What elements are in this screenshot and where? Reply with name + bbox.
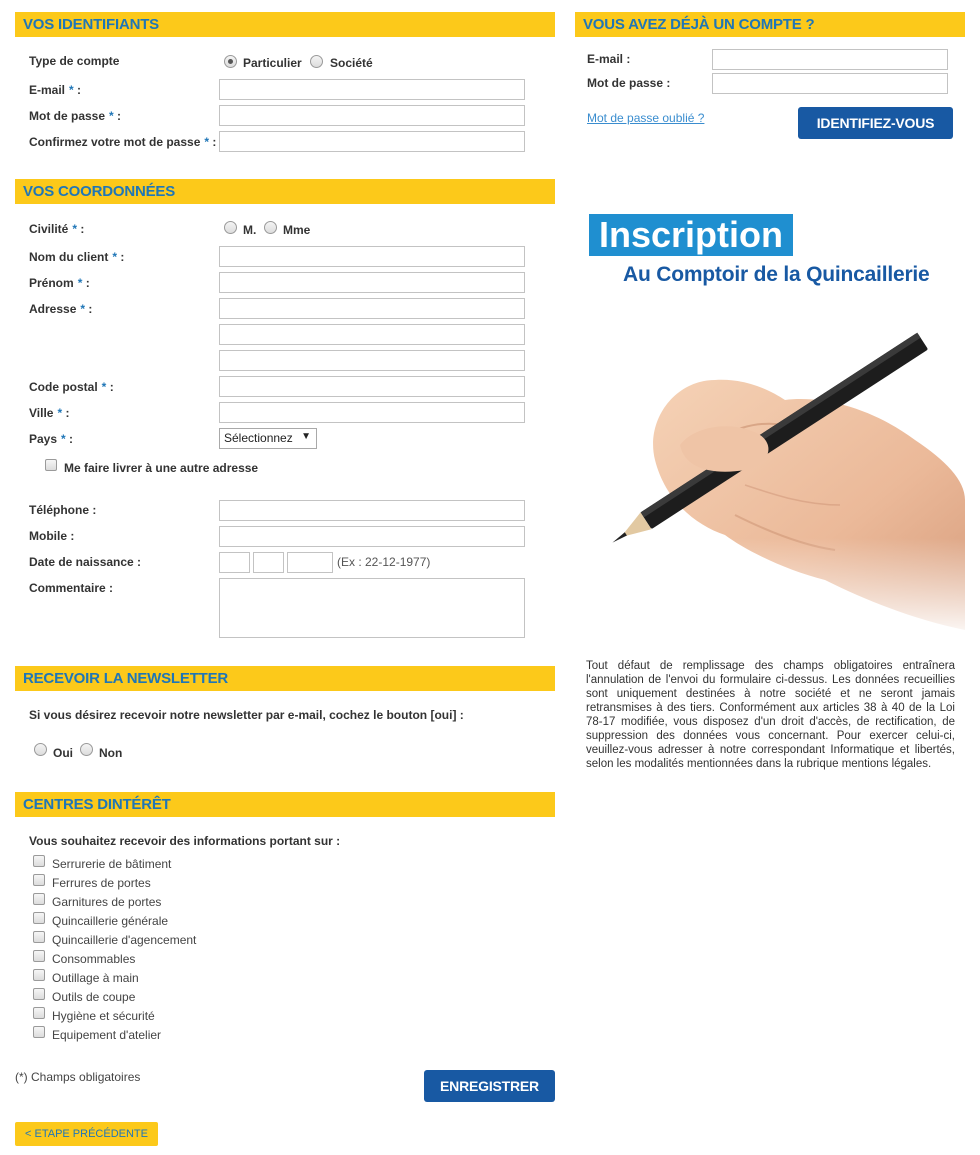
interest-checkbox[interactable] <box>33 988 45 1000</box>
prenom-label: Prénom * : <box>29 276 90 290</box>
chevron-down-icon: ▼ <box>301 431 311 442</box>
interest-checkbox[interactable] <box>33 950 45 962</box>
telephone-field[interactable] <box>219 500 525 521</box>
adresse-label: Adresse * : <box>29 302 93 316</box>
ville-label: Ville * : <box>29 406 70 420</box>
inscription-banner: Inscription <box>589 214 793 256</box>
code-postal-field[interactable] <box>219 376 525 397</box>
forgot-password-link[interactable]: Mot de passe oublié ? <box>587 111 705 125</box>
interest-label: Ferrures de portes <box>52 876 151 890</box>
radio-civilite-m[interactable] <box>224 221 237 234</box>
commentaire-label: Commentaire : <box>29 581 114 595</box>
ville-field[interactable] <box>219 402 525 423</box>
date-month-field[interactable] <box>253 552 284 573</box>
code-postal-label: Code postal * : <box>29 380 114 394</box>
interest-label: Hygiène et sécurité <box>52 1009 155 1023</box>
radio-particulier-label: Particulier <box>243 56 302 70</box>
adresse-field-2[interactable] <box>219 324 525 345</box>
interest-label: Garnitures de portes <box>52 895 162 909</box>
interest-label: Equipement d'atelier <box>52 1028 162 1042</box>
interest-label: Serrurerie de bâtiment <box>52 857 172 871</box>
interest-checkbox[interactable] <box>33 855 45 867</box>
radio-civilite-mme-label: Mme <box>283 223 311 237</box>
interest-checkbox[interactable] <box>33 1007 45 1019</box>
confirm-password-label: Confirmez votre mot de passe * : <box>29 135 217 149</box>
login-email-field[interactable] <box>712 49 948 70</box>
radio-civilite-m-label: M. <box>243 223 257 237</box>
radio-societe-label: Société <box>330 56 373 70</box>
newsletter-question: Si vous désirez recevoir notre newsletter par e-mail, cochez le bouton [oui] : <box>29 708 464 722</box>
interest-checkbox[interactable] <box>33 931 45 943</box>
password-label: Mot de passe * : <box>29 109 122 123</box>
adresse-field-3[interactable] <box>219 350 525 371</box>
interest-checkbox[interactable] <box>33 969 45 981</box>
section-interets-title: CENTRES DINTÉRÊT <box>15 792 555 817</box>
hand-writing-illustration <box>585 300 965 640</box>
required-fields-note: (*) Champs obligatoires <box>15 1070 141 1084</box>
radio-particulier[interactable] <box>224 55 237 68</box>
interest-checkbox[interactable] <box>33 893 45 905</box>
pays-select-value: Sélectionnez <box>224 431 293 445</box>
save-button[interactable]: ENREGISTRER <box>424 1070 555 1102</box>
legal-notice: Tout défaut de remplissage des champs obligatoires entraînera l'annulation de l'envoi du formulaire ci-dessus. Les données recueillies sont uniquement destinées à notre société et ne seront jamais retransmises à des tiers. Conformément aux articles 38 à 40 de la Loi 78-17 modifiée, vous disposez d'un droit d'accès, de rectification, de suppression des données vous concernant. Pour exercer celui-ci, veuillez-vous adresser à notre correspondant Informatique et libertés, selon les modalités mentionnées dans la rubrique mentions légales. <box>586 660 955 770</box>
nom-label: Nom du client * : <box>29 250 125 264</box>
pays-select[interactable] <box>219 428 317 449</box>
date-naissance-label: Date de naissance : <box>29 555 142 569</box>
date-day-field[interactable] <box>219 552 250 573</box>
radio-newsletter-non[interactable] <box>80 743 93 756</box>
date-format-hint: (Ex : 22-12-1977) <box>337 555 431 569</box>
previous-step-button[interactable]: < ETAPE PRÉCÉDENTE <box>15 1122 158 1146</box>
interest-checkbox[interactable] <box>33 912 45 924</box>
email-field[interactable] <box>219 79 525 100</box>
section-login-title: VOUS AVEZ DÉJÀ UN COMPTE ? <box>575 12 965 37</box>
interest-label: Outils de coupe <box>52 990 136 1004</box>
mobile-label: Mobile : <box>29 529 75 543</box>
section-newsletter-title: RECEVOIR LA NEWSLETTER <box>15 666 555 691</box>
account-type-label: Type de compte <box>29 54 120 68</box>
prenom-field[interactable] <box>219 272 525 293</box>
login-password-label: Mot de passe : <box>587 76 671 90</box>
nom-field[interactable] <box>219 246 525 267</box>
radio-civilite-mme[interactable] <box>264 221 277 234</box>
adresse-field-1[interactable] <box>219 298 525 319</box>
login-password-field[interactable] <box>712 73 948 94</box>
login-button[interactable]: IDENTIFIEZ-VOUS <box>798 107 953 139</box>
pays-label: Pays * : <box>29 432 74 446</box>
telephone-label: Téléphone : <box>29 503 97 517</box>
interest-label: Outillage à main <box>52 971 139 985</box>
interest-checkbox[interactable] <box>33 874 45 886</box>
radio-newsletter-oui-label: Oui <box>53 746 73 760</box>
commentaire-textarea[interactable] <box>219 578 525 638</box>
autre-adresse-checkbox[interactable] <box>45 459 57 471</box>
mobile-field[interactable] <box>219 526 525 547</box>
login-email-label: E-mail : <box>587 52 631 66</box>
interest-label: Consommables <box>52 952 136 966</box>
interets-question: Vous souhaitez recevoir des informations portant sur : <box>29 834 341 848</box>
interest-label: Quincaillerie générale <box>52 914 169 928</box>
interest-label: Quincaillerie d'agencement <box>52 933 197 947</box>
date-year-field[interactable] <box>287 552 333 573</box>
radio-societe[interactable] <box>310 55 323 68</box>
section-identifiants-title: VOS IDENTIFIANTS <box>15 12 555 37</box>
radio-newsletter-non-label: Non <box>99 746 123 760</box>
inscription-subtitle: Au Comptoir de la Quincaillerie <box>623 263 930 286</box>
civilite-label: Civilité * : <box>29 222 85 236</box>
confirm-password-field[interactable] <box>219 131 525 152</box>
radio-newsletter-oui[interactable] <box>34 743 47 756</box>
section-coordonnees-title: VOS COORDONNÉES <box>15 179 555 204</box>
interest-checkbox[interactable] <box>33 1026 45 1038</box>
email-label: E-mail * : <box>29 83 82 97</box>
autre-adresse-label: Me faire livrer à une autre adresse <box>64 461 259 475</box>
password-field[interactable] <box>219 105 525 126</box>
